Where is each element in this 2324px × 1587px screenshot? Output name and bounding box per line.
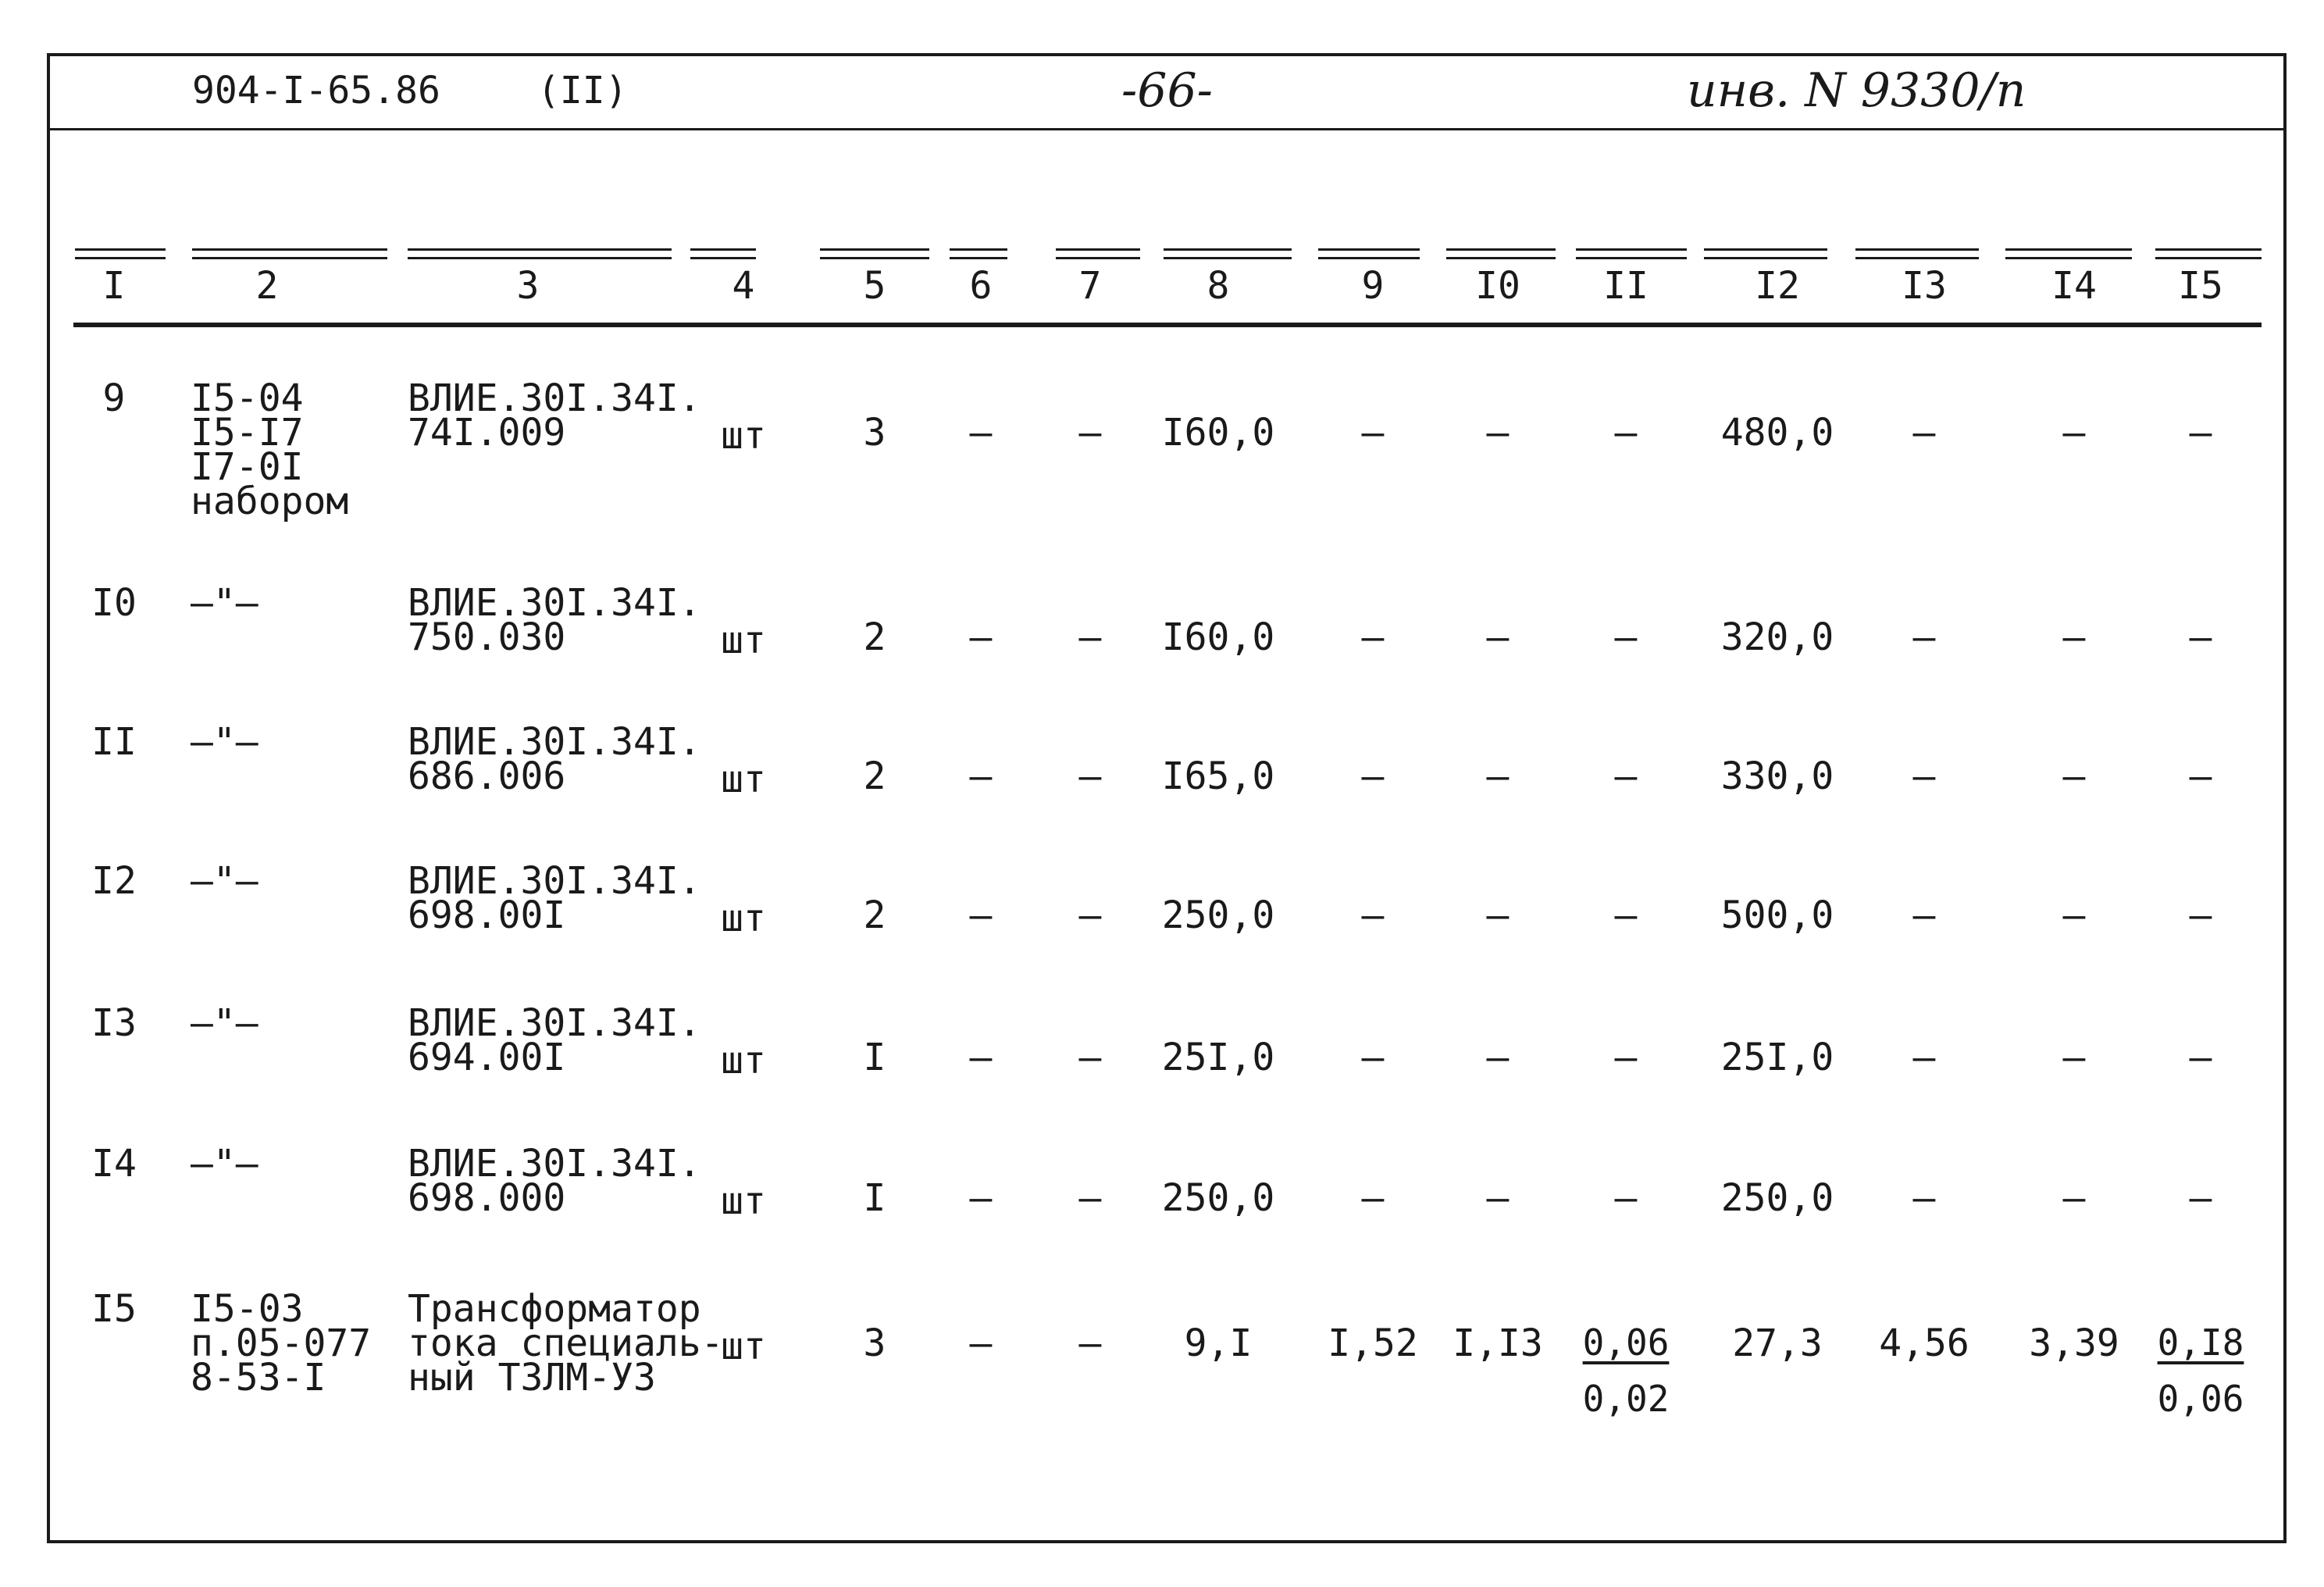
cell-col-9: – [1361, 1036, 1385, 1079]
cell-col-4: шт [721, 619, 766, 662]
top-rule-segment [820, 248, 929, 259]
top-rule-segment [1164, 248, 1292, 259]
cell-col-6: – [969, 411, 993, 455]
cell-col-11: – [1614, 893, 1638, 937]
cell-col-14: – [2062, 1036, 2086, 1079]
cell-col-9: – [1361, 754, 1385, 798]
document-code: 904-I-65.86 [192, 69, 440, 112]
cell-col-8: I60,0 [1161, 615, 1275, 659]
frame-left-border [47, 53, 50, 1543]
designation: ВЛИЕ.30I.34I. 74I.009 [408, 376, 701, 455]
cell-col-10: – [1486, 893, 1510, 937]
cell-col-4: шт [721, 1325, 766, 1368]
cell-col-11: – [1614, 411, 1638, 455]
inventory-number: инв. N 9330/п [1687, 63, 2026, 118]
cell-col-6: – [969, 754, 993, 798]
column-header: 8 [1207, 264, 1230, 308]
cell-col-5: 2 [863, 893, 886, 937]
cell-col-11: – [1614, 615, 1638, 659]
cell-col-8: I60,0 [1161, 411, 1275, 455]
top-rule-segment [1855, 248, 1979, 259]
cell-col-7: – [1078, 1036, 1102, 1079]
cell-col-10: I,I3 [1452, 1321, 1543, 1365]
fraction-denominator: 0,02 [1582, 1378, 1670, 1420]
cell-col-6: – [969, 1176, 993, 1220]
column-header: I5 [2178, 264, 2223, 308]
fraction-cell [1583, 1323, 1670, 1418]
cell-col-13: – [1912, 615, 1936, 659]
cell-col-5: 2 [863, 754, 886, 798]
cell-col-7: – [1078, 1321, 1102, 1365]
cell-col-10: – [1486, 1176, 1510, 1220]
cell-col-15: – [2189, 615, 2212, 659]
cell-col-13: – [1912, 754, 1936, 798]
row-number: II [91, 720, 137, 764]
top-rule-segment [950, 248, 1007, 259]
cell-col-14: – [2062, 411, 2086, 455]
cell-col-4: шт [721, 897, 766, 940]
row-number: I2 [91, 859, 137, 903]
price-reference: –"– [191, 720, 258, 764]
cell-col-5: 3 [863, 1321, 886, 1365]
cell-col-5: 3 [863, 411, 886, 455]
cell-col-11: – [1614, 754, 1638, 798]
cell-col-15: – [2189, 411, 2212, 455]
cell-col-13: – [1912, 1176, 1936, 1220]
column-header: 3 [516, 264, 540, 308]
price-reference: I5-04 I5-I7 I7-0I набором [191, 376, 349, 523]
frame-right-border [2283, 53, 2287, 1543]
cell-col-5: I [863, 1036, 886, 1079]
cell-col-14: – [2062, 1176, 2086, 1220]
top-rule-segment [1446, 248, 1556, 259]
price-reference: –"– [191, 1142, 258, 1186]
cell-col-12: 480,0 [1720, 411, 1834, 455]
cell-col-13: – [1912, 1036, 1936, 1079]
header-separator [47, 128, 2287, 130]
cell-col-4: шт [721, 1039, 766, 1082]
top-rule-segment [408, 248, 672, 259]
cell-col-9: – [1361, 615, 1385, 659]
column-header: II [1603, 264, 1649, 308]
cell-col-8: 250,0 [1161, 1176, 1275, 1220]
column-header-rule [73, 323, 2262, 327]
column-header: 5 [863, 264, 886, 308]
cell-col-7: – [1078, 754, 1102, 798]
top-rule-segment [1576, 248, 1687, 259]
frame-top-border [47, 53, 2287, 56]
cell-col-9: – [1361, 1176, 1385, 1220]
cell-col-15: – [2189, 754, 2212, 798]
cell-col-13: – [1912, 893, 1936, 937]
cell-col-9: – [1361, 411, 1385, 455]
cell-col-10: – [1486, 411, 1510, 455]
cell-col-4: шт [721, 414, 766, 458]
price-reference: I5-03 п.05-077 8-53-I [191, 1287, 372, 1400]
cell-col-13: 4,56 [1879, 1321, 1969, 1365]
page-number: -66- [1121, 63, 1213, 118]
column-header: I [102, 264, 126, 308]
cell-col-8: 9,I [1184, 1321, 1253, 1365]
designation: ВЛИЕ.30I.34I. 698.00I [408, 859, 701, 937]
document-part: (II) [537, 69, 628, 112]
cell-col-5: I [863, 1176, 886, 1220]
column-header: 6 [969, 264, 993, 308]
cell-col-6: – [969, 893, 993, 937]
cell-col-14: 3,39 [2029, 1321, 2119, 1365]
cell-col-8: 25I,0 [1161, 1036, 1275, 1079]
cell-col-6: – [969, 1036, 993, 1079]
cell-col-7: – [1078, 615, 1102, 659]
cell-col-10: – [1486, 754, 1510, 798]
cell-col-11: – [1614, 1036, 1638, 1079]
fraction-numerator: 0,06 [1582, 1321, 1670, 1364]
column-header: 9 [1361, 264, 1385, 308]
price-reference: –"– [191, 581, 258, 625]
cell-col-14: – [2062, 615, 2086, 659]
cell-col-14: – [2062, 754, 2086, 798]
cell-col-5: 2 [863, 615, 886, 659]
cell-col-10: – [1486, 1036, 1510, 1079]
cell-col-8: I65,0 [1161, 754, 1275, 798]
cell-col-7: – [1078, 1176, 1102, 1220]
cell-col-8: 250,0 [1161, 893, 1275, 937]
cell-col-11: – [1614, 1176, 1638, 1220]
row-number: 9 [102, 376, 126, 420]
frame-bottom-border [47, 1540, 2287, 1543]
cell-col-9: I,52 [1328, 1321, 1418, 1365]
column-header: I0 [1475, 264, 1520, 308]
top-rule-segment [75, 248, 166, 259]
column-header: I4 [2051, 264, 2097, 308]
cell-col-12: 330,0 [1720, 754, 1834, 798]
cell-col-9: – [1361, 893, 1385, 937]
cell-col-10: – [1486, 615, 1510, 659]
top-rule-segment [2005, 248, 2132, 259]
cell-col-13: – [1912, 411, 1936, 455]
designation: Трансформатор тока специаль- ный ТЗЛМ-У3 [408, 1287, 724, 1400]
top-rule-segment [1056, 248, 1140, 259]
cell-col-12: 500,0 [1720, 893, 1834, 937]
cell-col-15: – [2189, 1036, 2212, 1079]
column-header: 2 [255, 264, 279, 308]
top-rule-segment [1704, 248, 1827, 259]
cell-col-15: – [2189, 1176, 2212, 1220]
column-header: I2 [1755, 264, 1800, 308]
column-header: I3 [1902, 264, 1947, 308]
row-number: I3 [91, 1001, 137, 1045]
fraction-cell [2158, 1323, 2244, 1418]
cell-col-14: – [2062, 893, 2086, 937]
cell-col-6: – [969, 615, 993, 659]
row-number: I4 [91, 1142, 137, 1186]
top-rule-segment [2155, 248, 2262, 259]
cell-col-4: шт [721, 758, 766, 801]
cell-col-12: 320,0 [1720, 615, 1834, 659]
cell-col-15: – [2189, 893, 2212, 937]
cell-col-12: 27,3 [1732, 1321, 1823, 1365]
designation: ВЛИЕ.30I.34I. 698.000 [408, 1142, 701, 1220]
cell-col-12: 25I,0 [1720, 1036, 1834, 1079]
price-reference: –"– [191, 859, 258, 903]
cell-col-7: – [1078, 411, 1102, 455]
column-header: 4 [732, 264, 755, 308]
cell-col-7: – [1078, 893, 1102, 937]
row-number: I5 [91, 1287, 137, 1331]
fraction-denominator: 0,06 [2157, 1378, 2244, 1420]
designation: ВЛИЕ.30I.34I. 686.006 [408, 720, 701, 798]
cell-col-4: шт [721, 1179, 766, 1223]
fraction-numerator: 0,I8 [2157, 1321, 2244, 1364]
cell-col-6: – [969, 1321, 993, 1365]
row-number: I0 [91, 581, 137, 625]
top-rule-segment [1318, 248, 1420, 259]
cell-col-12: 250,0 [1720, 1176, 1834, 1220]
top-rule-segment [690, 248, 756, 259]
top-rule-segment [192, 248, 387, 259]
designation: ВЛИЕ.30I.34I. 694.00I [408, 1001, 701, 1079]
column-header: 7 [1078, 264, 1102, 308]
designation: ВЛИЕ.30I.34I. 750.030 [408, 581, 701, 659]
price-reference: –"– [191, 1001, 258, 1045]
